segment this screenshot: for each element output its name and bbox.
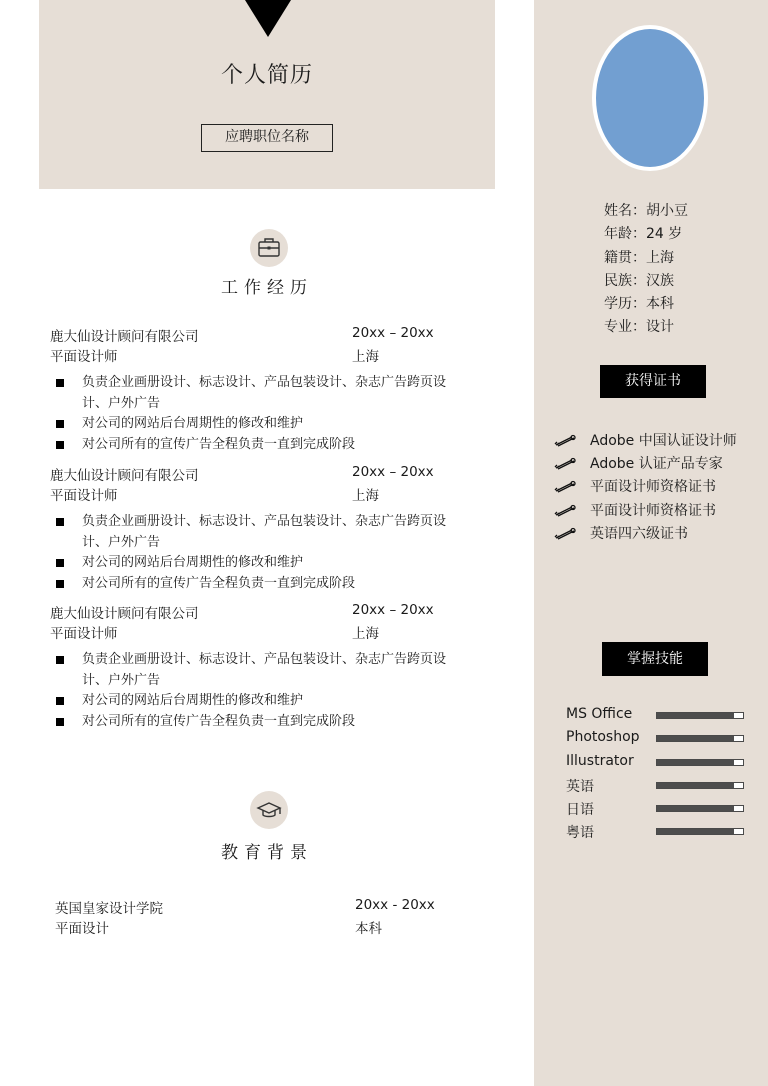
info-row-age: 年龄：24 岁 [604,226,683,243]
certificate-item: 平面设计师资格证书 [554,475,737,498]
skill-level-fill [657,736,734,741]
info-row-education: 学历：本科 [604,296,674,313]
education-period: 20xx - 20xx [355,897,435,913]
skill-row [566,727,746,750]
job-location: 上海 [352,349,379,365]
education-entry [55,897,455,937]
job-role: 平面设计师 [50,488,118,504]
job-duty: 负责企业画册设计、标志设计、产品包装设计、杂志广告跨页设计、户外广告 [50,512,450,553]
skill-row [566,797,746,820]
skill-row [566,751,746,774]
skill-name: MS Office [566,706,633,722]
certificate-item: Adobe 认证产品专家 [554,451,737,474]
job-location: 上海 [352,626,379,642]
skill-name: Photoshop [566,729,640,746]
certificate-item: 平面设计师资格证书 [554,498,737,521]
education-section-title: 教育背景 [221,843,313,863]
personal-info [604,200,688,340]
skill-level-fill [657,760,734,765]
job-company: 鹿大仙设计顾问有限公司 [50,606,199,622]
skill-level-fill [657,713,734,718]
job-duty: 对公司所有的宣传广告全程负责一直到完成阶段 [50,435,450,456]
job-role: 平面设计师 [50,626,118,642]
diploma-scroll-icon [554,479,578,493]
education-major: 平面设计 [55,921,109,937]
skill-level-fill [657,806,734,811]
job-location: 上海 [352,488,379,504]
job-entry [50,325,450,455]
job-duty: 对公司所有的宣传广告全程负责一直到完成阶段 [50,574,450,595]
skill-list [566,704,746,844]
job-duty: 对公司的网站后台周期性的修改和维护 [50,691,450,712]
education-school: 英国皇家设计学院 [55,901,163,917]
diploma-scroll-icon [554,503,578,517]
work-section-title: 工作经历 [221,278,313,298]
education-section-icon-badge [250,791,288,829]
job-period: 20xx – 20xx [352,325,434,341]
skills-heading: 掌握技能 [602,642,708,676]
skill-name: 日语 [566,802,594,819]
job-entry [50,464,450,594]
graduation-cap-icon [250,791,288,829]
position-label: 应聘职位名称 [201,124,333,152]
skill-level-bar [656,805,744,812]
info-row-hometown: 籍贯：上海 [604,249,674,266]
diploma-scroll-icon [554,433,578,447]
skill-name: 粤语 [566,825,594,842]
resume-title: 个人简历 [220,63,313,88]
skill-level-fill [657,829,734,834]
skill-level-bar [656,828,744,835]
job-duty: 负责企业画册设计、标志设计、产品包装设计、杂志广告跨页设计、户外广告 [50,650,450,691]
skill-row [566,820,746,843]
job-duty: 对公司的网站后台周期性的修改和维护 [50,553,450,574]
job-period: 20xx – 20xx [352,602,434,618]
header-triangle-decoration [245,0,291,37]
job-duty: 对公司所有的宣传广告全程负责一直到完成阶段 [50,712,450,733]
job-company: 鹿大仙设计顾问有限公司 [50,329,199,345]
avatar [592,25,708,171]
work-section-icon-badge [250,229,288,267]
skill-level-fill [657,783,734,788]
job-role: 平面设计师 [50,349,118,365]
skill-name: Illustrator [566,752,634,769]
info-row-ethnicity: 民族：汉族 [604,272,674,289]
job-period: 20xx – 20xx [352,464,434,480]
skill-level-bar [656,759,744,766]
education-degree: 本科 [355,921,382,937]
certificate-item: 英语四六级证书 [554,521,737,544]
certificate-list [554,428,737,544]
diploma-scroll-icon [554,526,578,540]
job-company: 鹿大仙设计顾问有限公司 [50,468,199,484]
info-row-major: 专业：设计 [604,319,674,336]
job-duty: 对公司的网站后台周期性的修改和维护 [50,414,450,435]
diploma-scroll-icon [554,456,578,470]
skill-row [566,704,746,727]
job-entry [50,602,450,732]
job-duty: 负责企业画册设计、标志设计、产品包装设计、杂志广告跨页设计、户外广告 [50,373,450,414]
briefcase-icon [250,229,288,267]
info-row-name: 姓名：胡小豆 [604,203,688,219]
skill-level-bar [656,782,744,789]
skill-row [566,774,746,797]
skill-level-bar [656,712,744,719]
certificates-heading: 获得证书 [600,365,706,398]
skill-name: 英语 [566,778,594,795]
skill-level-bar [656,735,744,742]
certificate-item: Adobe 中国认证设计师 [554,428,737,451]
